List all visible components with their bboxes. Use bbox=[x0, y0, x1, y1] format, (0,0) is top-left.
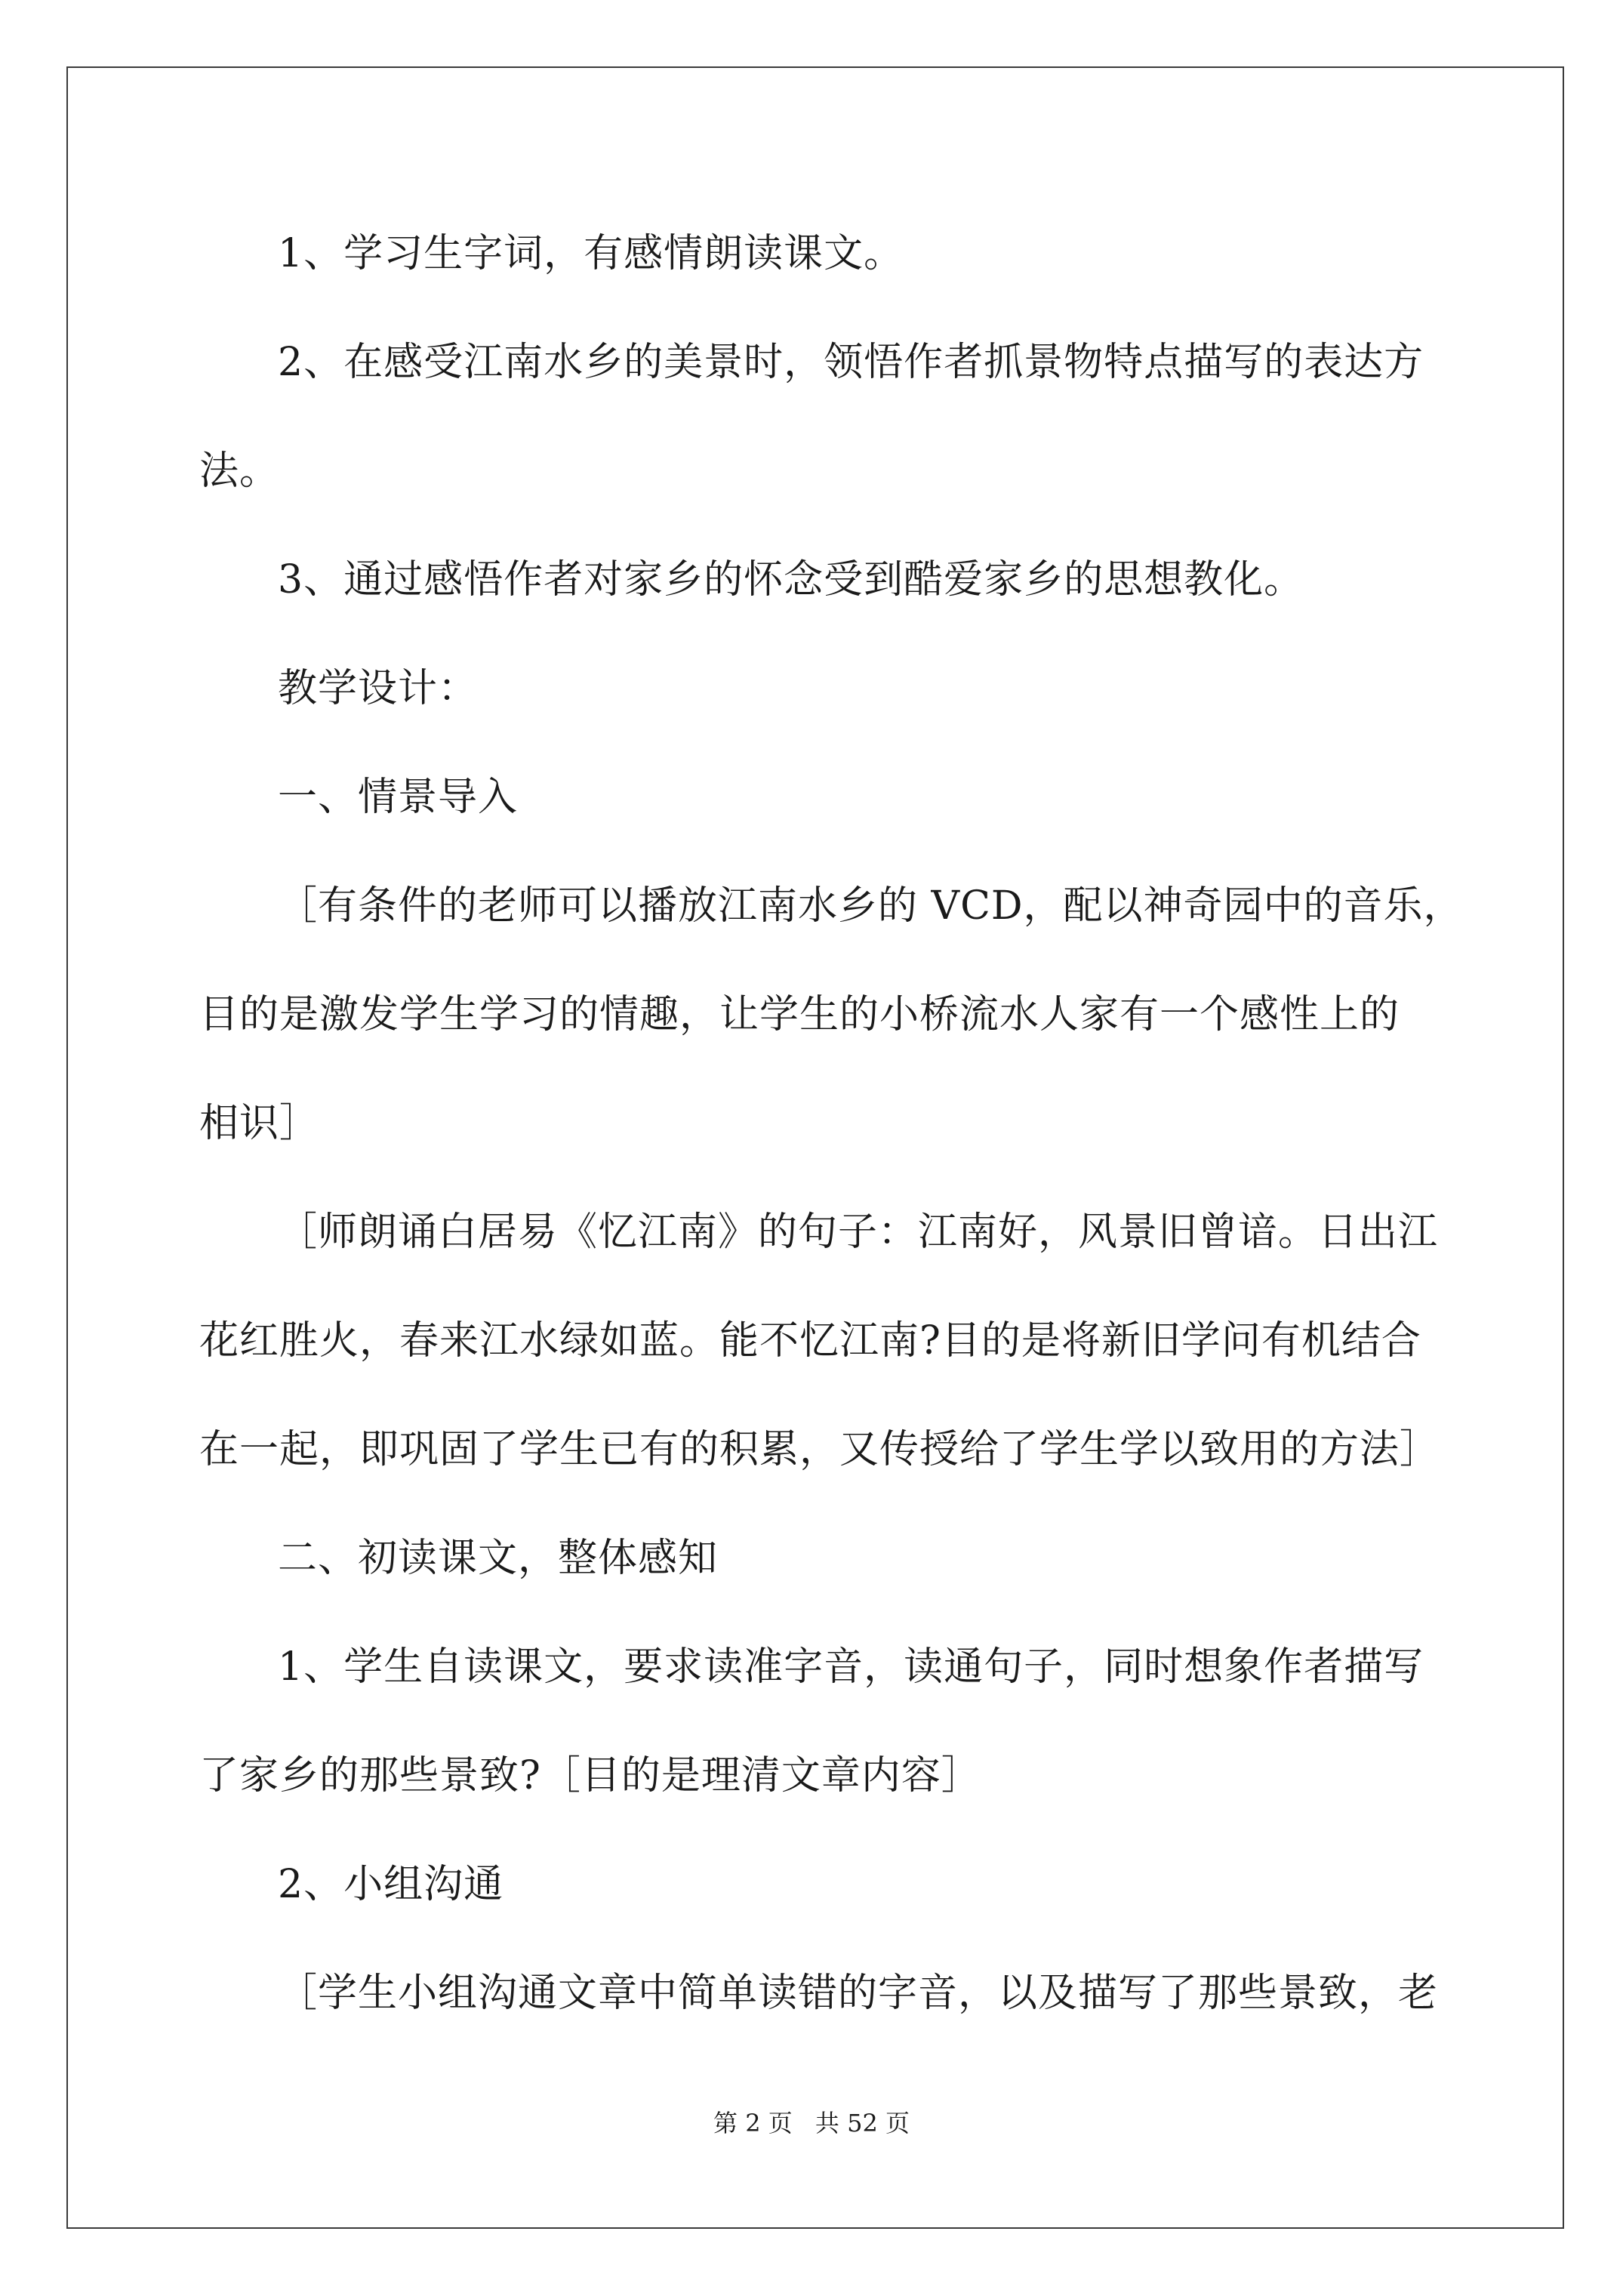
paragraph-line: 目的是激发学生学习的情趣，让学生的小桥流水人家有一个感性上的 bbox=[199, 992, 1400, 1037]
section-heading: 一、情景导入 bbox=[278, 775, 519, 820]
paragraph-line: ［学生小组沟通文章中简单读错的字音，以及描写了那些景致，老 bbox=[278, 1971, 1439, 2016]
page-number: 第 2 页 bbox=[713, 2109, 793, 2137]
paragraph-line: 教学设计： bbox=[278, 666, 479, 711]
paragraph-line: ［有条件的老师可以播放江南水乡的 VCD，配以神奇园中的音乐， bbox=[278, 883, 1464, 929]
paragraph-line: 3、通过感悟作者对家乡的怀念受到酷爱家乡的思想教化。 bbox=[278, 557, 1304, 603]
section-heading: 二、初读课文，整体感知 bbox=[278, 1536, 719, 1581]
paragraph-line: 了家乡的那些景致?［目的是理清文章内容］ bbox=[199, 1753, 981, 1798]
paragraph-line: 2、在感受江南水乡的美景时，领悟作者抓景物特点描写的表达方 bbox=[278, 340, 1424, 385]
paragraph-line: ［师朗诵白居易《忆江南》的句子：江南好，风景旧曾谙。日出江 bbox=[278, 1210, 1439, 1255]
paragraph-line: 1、学生自读课文，要求读准字音，读通句子，同时想象作者描写 bbox=[278, 1644, 1424, 1690]
paragraph-line: 1、学习生字词，有感情朗读课文。 bbox=[278, 231, 904, 276]
paragraph-line: 在一起，即巩固了学生已有的积累，又传授给了学生学以致用的方法］ bbox=[199, 1427, 1440, 1472]
page-footer bbox=[0, 2108, 1623, 2138]
paragraph-line: 2、小组沟通 bbox=[278, 1862, 504, 1907]
paragraph-line: 相识］ bbox=[199, 1101, 320, 1146]
page-total: 共 52 页 bbox=[815, 2109, 910, 2137]
paragraph-line: 花红胜火，春来江水绿如蓝。能不忆江南?目的是将新旧学问有机结合 bbox=[199, 1318, 1421, 1364]
paragraph-line: 法。 bbox=[199, 448, 280, 494]
